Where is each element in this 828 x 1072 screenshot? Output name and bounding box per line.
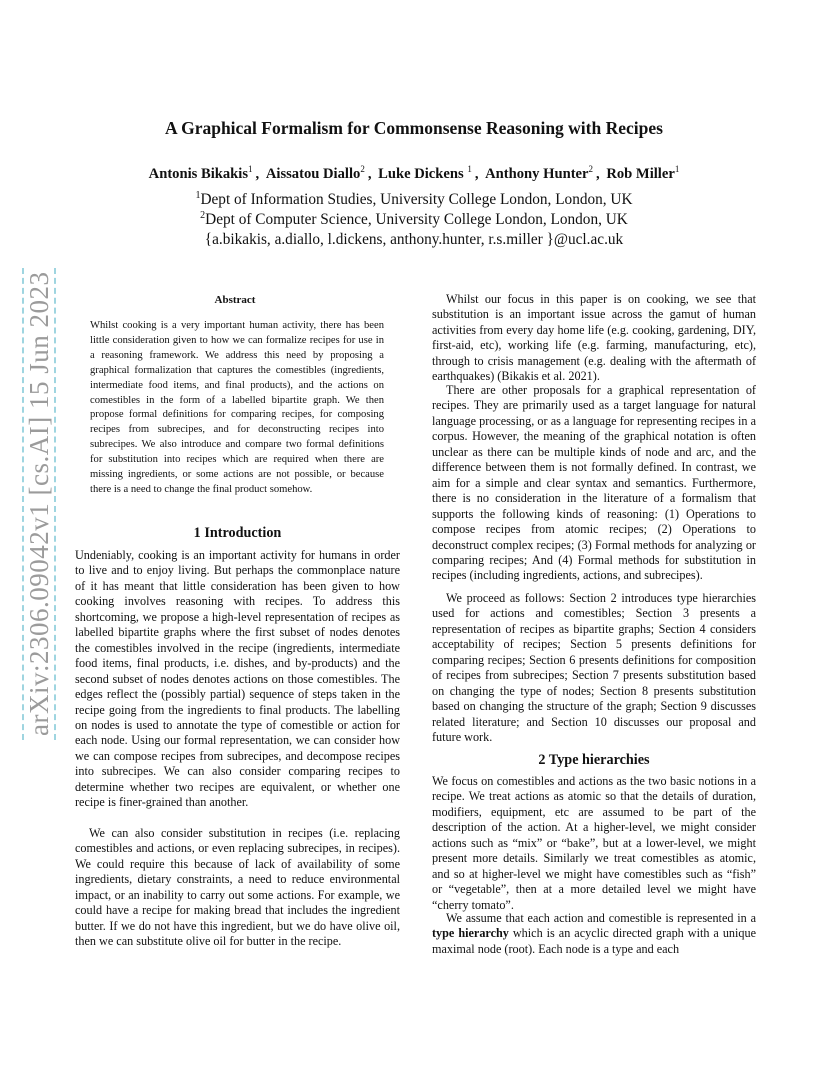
affiliation-1: $^1$Dept of Information Studies, University College London, London, UK <box>195 190 633 209</box>
abstract-heading: Abstract <box>214 294 256 306</box>
right-paragraph-2: There are other proposals for a graphical representation of recipes. They are primarily used as a target language for natural language processing, or as a language for representing recipes in a corpus. However, the meaning of the graphical notation is often unclear as there can be multiple kinds of node and arc, and the difference between them is not formally defined. In contrast, we aim for a simple and clear syntax and semantics. Furthermore, there is no consideration in the literature of a formalism that supports the following kinds of reasoning: (1) Operations to compose recipes from atomic recipes; (2) Operations to deconstruct complex recipes; (3) Formal methods for analyzing or comparing recipes; And (4) Formal methods for substitution in recipes (including ingredients, actions, and subrecipes). <box>432 383 756 583</box>
section-heading-introduction: 1 Introduction <box>193 525 282 541</box>
author: Luke Dickens $^1$ <box>378 164 472 182</box>
type-hierarchies-paragraph-2: We assume that each action and comestible is represented in a type hierarchy which is an acyclic directed graph with a unique maximal node (root). Each node is a type and each <box>432 911 756 956</box>
type-hierarchies-paragraph-1: We focus on comestibles and actions as the two basic notions in a recipe. We treat actions as atomic so that the details of duration, modifiers, equipment, etc are assumed to be part of the description of the action. At a higher-level, we might consider actions such as “mix” or “bake”, but at a lower-level, we might present more details. Similarly we treat comestibles as atomic, and so at higher-level we might have comestibles such as “fish” or “vegetable”, then at a more detailed level we might have “cherry tomato”. <box>432 774 756 912</box>
paper-title: A Graphical Formalism for Commonsense Reasoning with Recipes <box>165 118 663 138</box>
author: Aissatou Diallo$^2$ <box>265 164 365 182</box>
affiliation-2: $^2$Dept of Computer Science, University College London, London, UK <box>200 210 628 229</box>
abstract-text: Whilst cooking is a very important human activity, there has been little consideration given to how we can formalize recipes for use in a reasoning framework. We address this need by proposing a graphical formalization that captures the comestibles (ingredients, intermediate food items, and final products), and the actions on comestibles in the form of a labelled bipartite graph. We then propose formal definitions for comparing recipes, for composing recipes from subrecipes, and for deconstructing recipes into subrecipes. We also introduce and compare two formal definitions for substitution into recipes which are required when there are missing ingredients, or some actions are not possible, or because there is a need to change the final product somehow. <box>90 320 384 495</box>
author-emails: {a.bikakis, a.diallo, l.dickens, anthony.hunter, r.s.miller }@ucl.ac.uk <box>204 231 624 248</box>
introduction-paragraph-2: We can also consider substitution in recipes (i.e. replacing comestibles and actions, or even replacing subrecipes, in recipes). We could require this because of lack of availability of some ingredients, dietary constraints, a need to reduce environmental impact, or an inability to carry out some actions. For example, we could have a recipe for making bread that includes the ingredient butter. If we do not have this ingredient, but we do have olive oil, then we can substitute olive oil for butter in the recipe. <box>75 826 400 949</box>
keyword-type-hierarchy: type hierarchy <box>432 926 509 941</box>
right-paragraph-3: We proceed as follows: Section 2 introduces type hierarchies used for actions and comestibles; Section 3 presents a representation of recipes as bipartite graphs; Section 4 considers acceptability of recipes; Section 5 presents definitions for comparing recipes; Section 6 presents definitions for composition of recipes from subrecipes; Section 7 presents substitution based on changing the type of nodes; Section 8 presents substitution based on changing the structure of the graph; Section 9 discusses related literature; and Section 10 discusses our proposal and future work. <box>432 591 756 745</box>
author-list: Antonis Bikakis$^1$ , Aissatou Diallo$^2$ , Luke Dickens $^1$ , Anthony Hunter$^2$ , Rob Miller$^1$ <box>148 164 680 182</box>
author: Anthony Hunter$^2$ <box>485 164 594 182</box>
introduction-paragraph-1: Undeniably, cooking is an important activity for humans in order to live and to enjoy living. But perhaps the commonplace nature of it has meant that little consideration has been given to how cooking involves reasoning with recipes. To address this shortcoming, we propose a high-level representation of recipes as labelled bipartite graphs where the first subset of nodes denotes the comestibles involved in the recipe (ingredients, intermediate food items, final products, i.e. dishes, and by-products) and the second subset of nodes denotes actions on those comestibles. The edges reflect the (possibly partial) sequence of steps taken in the recipe going from the ingredients to final products. The labelling on nodes is used to annotate the type of comestible or action for each node. Using our formal representation, we can consider how we can compose recipes from subrecipes, and decompose recipes into subrecipes. We can also consider comparing recipes to determine whether two recipes are equivalent, or whether one recipe is finer-grained than another. <box>75 548 400 810</box>
author: Rob Miller$^1$ <box>606 164 680 182</box>
arxiv-identifier: arXiv:2306.09042v1 [cs.AI] 15 Jun 2023 <box>22 268 56 740</box>
section-heading-type-hierarchies: 2 Type hierarchies <box>538 752 650 768</box>
right-paragraph-1: Whilst our focus in this paper is on cooking, we see that substitution is an important issue across the gamut of human activities from every day home life (e.g. cooking, gardening, DIY, first-aid, etc), working life (e.g. farming, manufacturing, etc), through to crisis management (e.g. dealing with the aftermath of earthquakes) (Bikakis et al. 2021). <box>432 292 756 384</box>
author: Antonis Bikakis$^1$ <box>148 164 253 182</box>
